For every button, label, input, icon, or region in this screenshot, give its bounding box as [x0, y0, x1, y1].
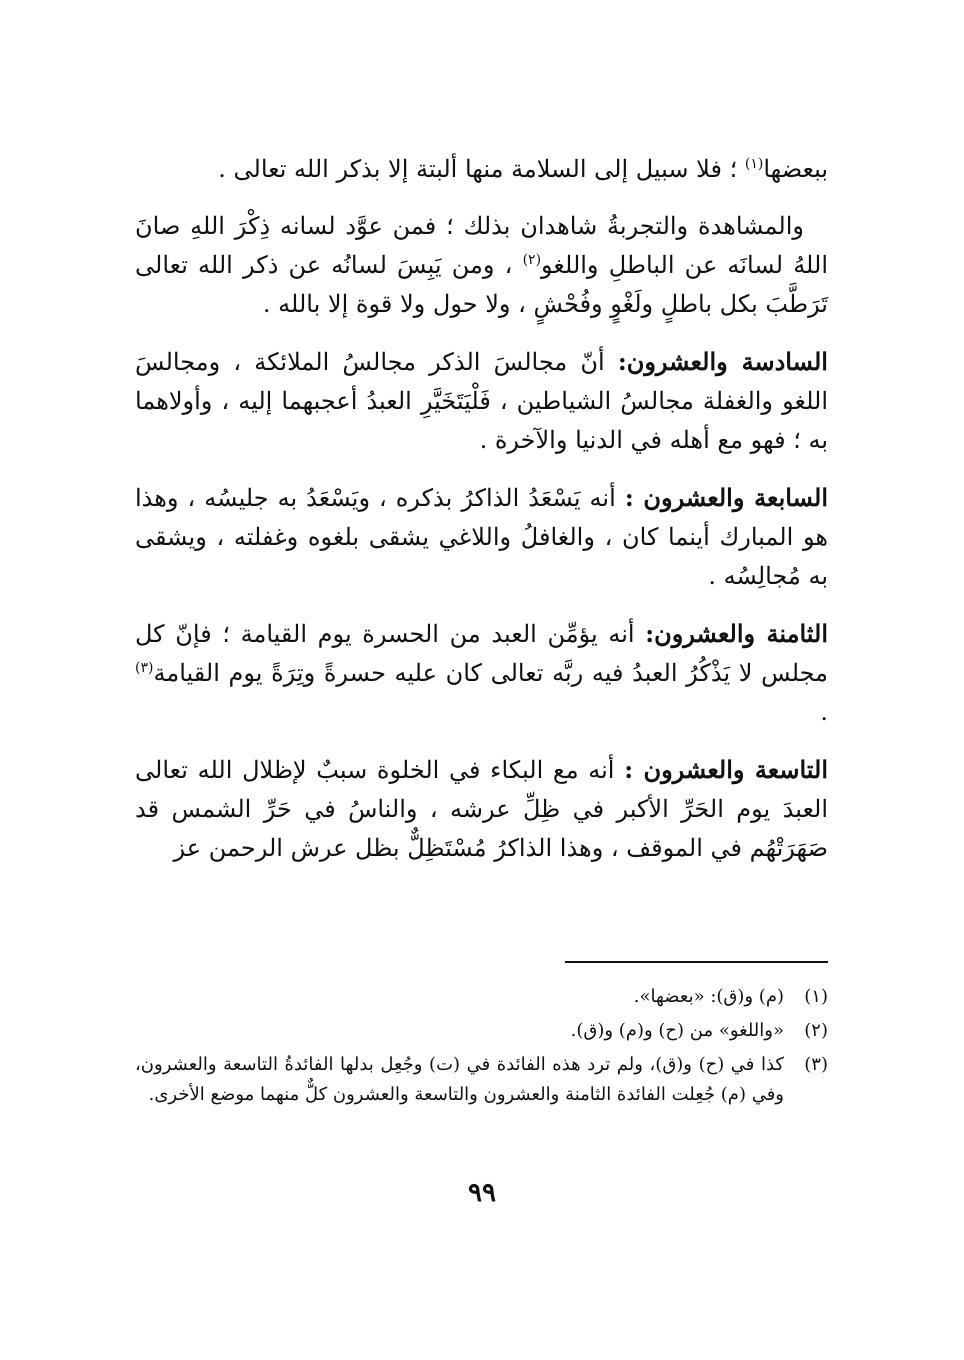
- footnote-text-1: (م) و(ق): «بعضها».: [633, 986, 784, 1007]
- paragraph-4: [135, 478, 828, 596]
- benefit-text-29: أنه مع البكاء في الخلوة سببٌ لإظلال الله تعالى العبدَ يوم الحَرِّ الأكبر في ظِلِّ عرشه ، والناسُ في حَرِّ الشمس قد صَهَرَتْهُم في الموقف ، وهذا الذاكرُ مُسْتَظِلٌّ بظل عرش الرحمن عز: [135, 756, 828, 862]
- footnote-number-1: (١): [804, 986, 828, 1007]
- benefit-text-28: أنه يؤمِّن العبد من الحسرة يوم القيامة ؛ فإنّ كل مجلس لا يَذْكُرُ العبدُ فيه ربَّه تعالى كان عليه حسرةً وتِرَةً يوم القيامة: [135, 620, 828, 687]
- footnote-number-2: (٢): [804, 1020, 828, 1041]
- paragraph-6: [135, 750, 828, 868]
- footnotes-block: [135, 982, 828, 1114]
- benefit-text-26: أنّ مجالسَ الذكر مجالسُ الملائكة ، ومجالسَ اللغو والغفلة مجالسُ الشياطين ، فَلْيَتَخَيَّرِ العبدُ أعجبهما إليه ، وأولاهما به ؛ فهو مع أهله في الدنيا والآخرة .: [135, 348, 828, 454]
- paragraph-2-before-ref: والمشاهدة والتجربةُ شاهدان بذلك ؛ فمن عوَّد لسانه ذِكْرَ اللهِ صانَ اللهُ لسانَه عن الباطلِ واللغو: [135, 212, 828, 279]
- paragraph-5: [135, 614, 828, 732]
- paragraph-1-before-ref: ببعضها: [763, 155, 828, 183]
- benefit-text-28-end: .: [820, 698, 828, 726]
- footnote-text-2: «واللغو» من (ح) و(م) و(ق).: [570, 1020, 784, 1041]
- paragraph-1: [135, 150, 828, 189]
- benefit-heading-27: السابعة والعشرون :: [624, 483, 829, 512]
- benefit-heading-26: السادسة والعشرون:: [617, 347, 828, 376]
- footnote-1: [135, 982, 828, 1012]
- page-number: ٩٩: [468, 1178, 496, 1208]
- paragraph-2: [135, 207, 828, 324]
- footnote-3: [135, 1050, 828, 1110]
- footnote-ref-2: (٢): [522, 252, 542, 268]
- paragraph-1-after-ref: ؛ فلا سبيل إلى السلامة منها ألبتة إلا بذكر الله تعالى .: [218, 155, 738, 183]
- paragraph-2-after-ref: ، ومن يَبِسَ لسانُه عن ذكر الله تعالى تَرَطَّبَ بكل باطلٍ ولَغْوٍ وفُحْشٍ ، ولا حول ولا قوة إلا بالله .: [135, 251, 828, 318]
- footnote-2: [135, 1016, 828, 1046]
- benefit-heading-29: التاسعة والعشرون :: [624, 755, 828, 784]
- benefit-heading-28: الثامنة والعشرون:: [645, 619, 828, 648]
- paragraph-3: [135, 342, 828, 460]
- footnote-number-3: (٣): [804, 1054, 828, 1075]
- footnote-ref-3: (٣): [135, 660, 154, 676]
- footnote-ref-1: (١): [744, 156, 764, 172]
- footnote-text-3: كذا في (ح) و(ق)، ولم ترد هذه الفائدة في (ت) وجُعِل بدلها الفائدةُ التاسعة والعشرون، وفي (م) جُعِلت الفائدة الثامنة والعشرون والتاسعة والعشرون كلٌّ منهما موضع الأخرى.: [135, 1054, 784, 1105]
- footnote-separator: [565, 961, 828, 963]
- main-text-block: [135, 150, 828, 886]
- benefit-text-27: أنه يَسْعَدُ الذاكرُ بذكره ، ويَسْعَدُ به جليسُه ، وهذا هو المبارك أينما كان ، والغافلُ واللاغي يشقى بلغوه وغفلته ، ويشقى به مُجالِسُه .: [135, 484, 828, 590]
